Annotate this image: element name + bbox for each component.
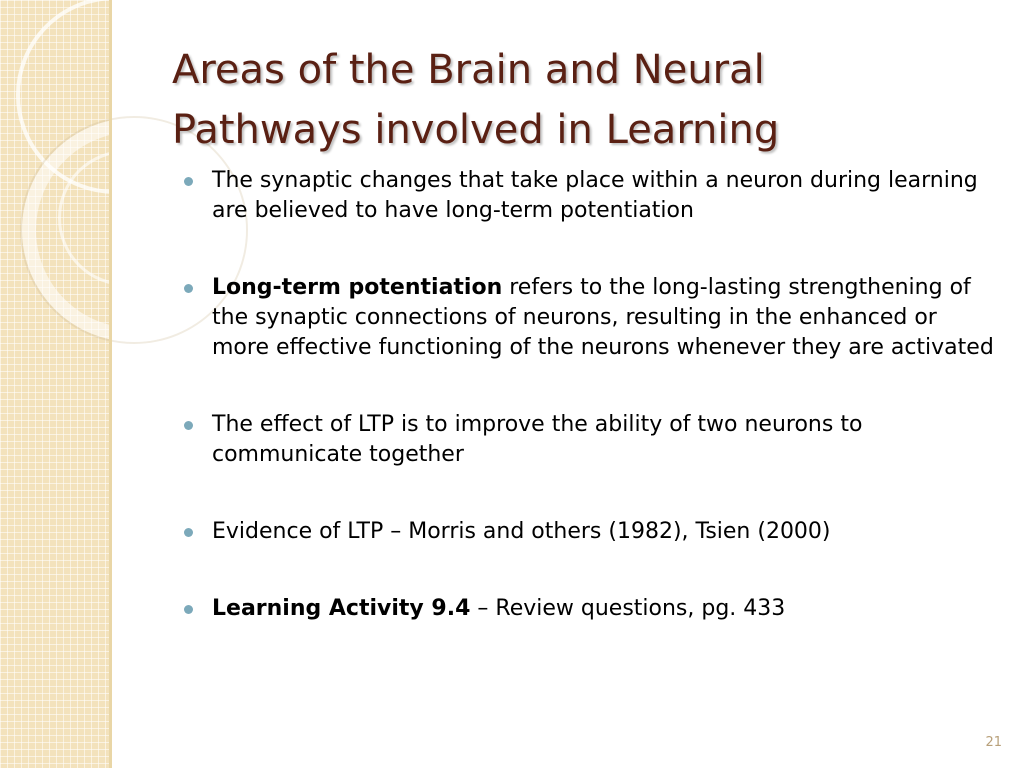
bullet-list bbox=[184, 166, 994, 624]
bullet-item bbox=[184, 273, 994, 363]
bullet-dot-icon bbox=[184, 284, 193, 293]
bullet-bold-term: Learning Activity 9.4 bbox=[212, 596, 471, 621]
decorative-side-band bbox=[0, 0, 112, 768]
bullet-item bbox=[184, 594, 994, 624]
decorative-ring bbox=[58, 150, 194, 286]
bullet-text: The effect of LTP is to improve the ability of two neurons to communicate together bbox=[212, 412, 863, 467]
bullet-item bbox=[184, 517, 994, 547]
bullet-dot-icon bbox=[184, 177, 193, 186]
bullet-item bbox=[184, 410, 994, 470]
bullet-text: Evidence of LTP – Morris and others (1982), Tsien (2000) bbox=[212, 519, 831, 544]
bullet-bold-term: Long-term potentiation bbox=[212, 275, 503, 300]
bullet-text: refers to the long-lasting strengthening of the synaptic connections of neurons, resulting in the enhanced or more effective functioning of the neurons whenever they are activated bbox=[212, 275, 994, 360]
bullet-dot-icon bbox=[184, 528, 193, 537]
slide-title-line-2: Pathways involved in Learning bbox=[172, 107, 780, 153]
slide-number: 21 bbox=[985, 735, 1002, 750]
slide-title bbox=[172, 40, 992, 160]
bullet-dot-icon bbox=[184, 421, 193, 430]
slide-title-line-1: Areas of the Brain and Neural bbox=[172, 47, 765, 93]
bullet-item bbox=[184, 166, 994, 226]
bullet-text: The synaptic changes that take place within a neuron during learning are believed to have long-term potentiation bbox=[212, 168, 978, 223]
bullet-text: – Review questions, pg. 433 bbox=[470, 596, 786, 621]
bullet-dot-icon bbox=[184, 605, 193, 614]
